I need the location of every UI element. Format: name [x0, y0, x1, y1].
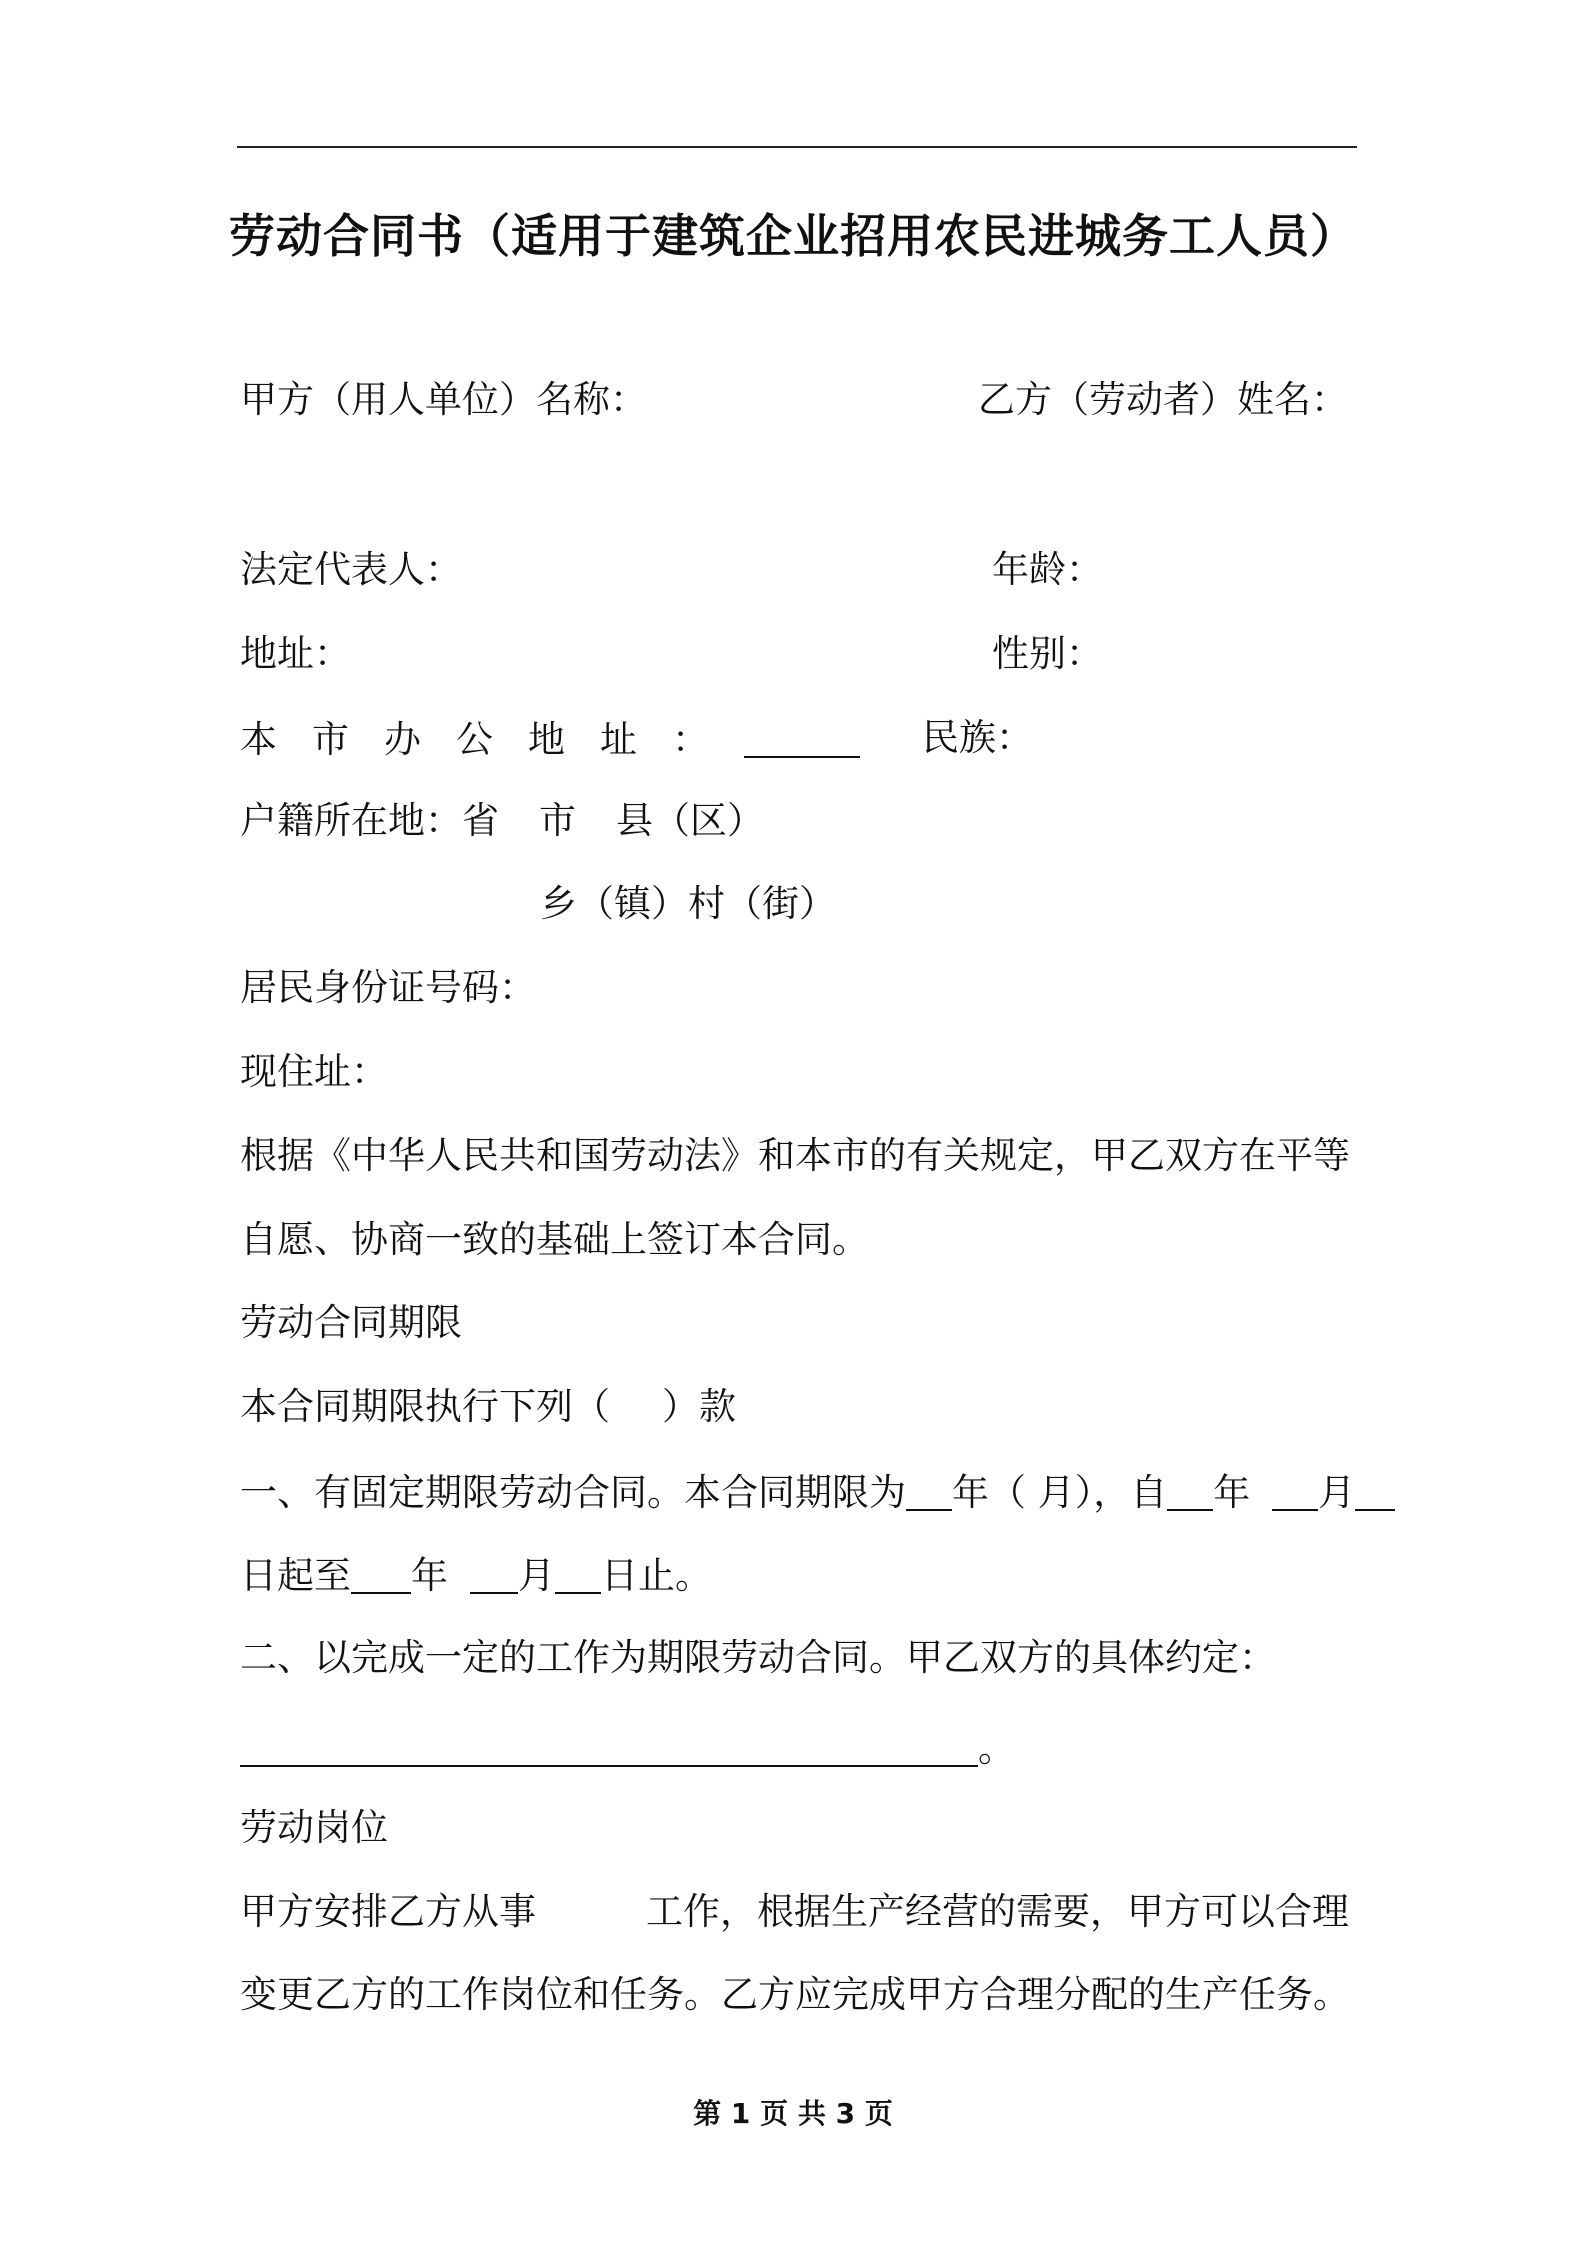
footer-middle: 页 共	[760, 2097, 826, 2130]
fixed-term-text-5: 日起至	[240, 1554, 351, 1597]
start-day-blank	[1355, 1469, 1395, 1511]
position-line-1	[240, 1890, 1349, 1934]
section-heading-position: 劳动岗位	[240, 1806, 388, 1849]
fixed-term-text-8: 日止。	[601, 1554, 712, 1597]
fixed-term-text-6: 年	[411, 1554, 448, 1597]
end-month-blank	[470, 1552, 518, 1594]
task-term-period: 。	[978, 1727, 1015, 1770]
current-address-label: 现住址：	[240, 1050, 388, 1093]
end-year-blank	[351, 1552, 411, 1594]
end-day-blank	[555, 1552, 601, 1594]
city-office-blank	[744, 716, 860, 758]
party-b-name-label: 乙方（劳动者）姓名：	[978, 378, 1348, 421]
footer-prefix: 第	[693, 2097, 722, 2130]
city-office-label: 本市办公地址：	[240, 718, 744, 761]
fixed-term-text-3: 年	[1213, 1471, 1251, 1514]
township-line: 乡（镇）村（街）	[540, 882, 836, 925]
document-title: 劳动合同书（适用于建筑企业招用农民进城务工人员）	[229, 209, 1357, 263]
start-month-blank	[1272, 1469, 1318, 1511]
position-text-1: 甲方安排乙方从事	[240, 1890, 536, 1933]
fixed-term-text-7: 月	[518, 1554, 555, 1597]
ethnicity-label: 民族：	[922, 716, 1033, 759]
city-label: 市	[539, 799, 576, 842]
province-label: 省	[462, 799, 499, 842]
start-year-blank	[1167, 1469, 1213, 1511]
id-number-label: 居民身份证号码：	[240, 966, 536, 1009]
footer-suffix: 页	[864, 2097, 893, 2130]
city-office-row	[240, 716, 860, 762]
task-term-line: 二、以完成一定的工作为期限劳动合同。甲乙双方的具体约定：	[240, 1636, 1276, 1679]
task-term-blank	[240, 1725, 978, 1767]
intro-line-2: 自愿、协商一致的基础上签订本合同。	[240, 1218, 869, 1261]
term-select-prefix: 本合同期限执行下列（	[240, 1385, 610, 1428]
footer-total-pages: 3	[835, 2097, 856, 2130]
fixed-term-text-2: 年（ 月），自	[952, 1471, 1168, 1514]
age-label: 年龄：	[992, 548, 1103, 591]
party-a-name-label: 甲方（用人单位）名称：	[240, 378, 647, 421]
task-term-blank-row	[240, 1725, 1015, 1771]
fixed-term-text-1: 一、有固定期限劳动合同。本合同期限为	[240, 1471, 906, 1514]
footer-page-number: 1	[730, 2097, 751, 2130]
fixed-term-text-4: 月	[1318, 1471, 1356, 1514]
page-footer	[0, 2092, 1586, 2132]
legal-rep-label: 法定代表人：	[240, 548, 462, 591]
fixed-term-years-blank	[906, 1469, 952, 1511]
position-text-2: 工作，根据生产经营的需要，甲方可以合理	[646, 1890, 1349, 1933]
county-label: 县（区）	[616, 799, 764, 842]
section-heading-term: 劳动合同期限	[240, 1301, 462, 1344]
term-select-suffix: ）款	[662, 1385, 736, 1428]
household-label: 户籍所在地：	[240, 799, 462, 842]
gender-label: 性别：	[992, 632, 1103, 675]
header-rule	[237, 146, 1357, 148]
position-line-2: 变更乙方的工作岗位和任务。乙方应完成甲方合理分配的生产任务。	[240, 1973, 1350, 2016]
address-label: 地址：	[240, 632, 351, 675]
fixed-term-row	[240, 1469, 1395, 1515]
household-row	[240, 799, 764, 843]
fixed-term-row-2	[240, 1552, 712, 1598]
intro-line-1: 根据《中华人民共和国劳动法》和本市的有关规定，甲乙双方在平等	[240, 1134, 1350, 1177]
term-select-row	[240, 1385, 736, 1429]
